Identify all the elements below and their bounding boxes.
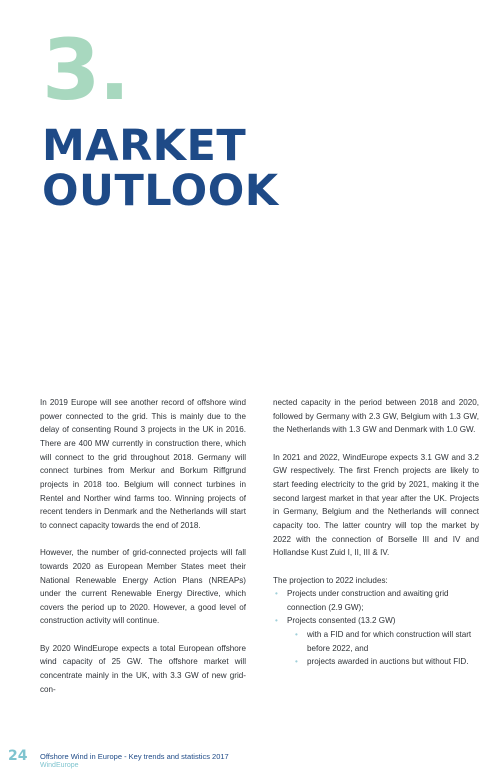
footer-organization: WindEurope	[40, 762, 79, 769]
paragraph: nected capacity in the period between 2018 and 2020, followed by Germany with 2.3 GW, Belgium with 1.3 GW, the Netherlands with 1.3 GW and Denmark with 1.0 GW.	[273, 398, 479, 435]
sub-list-item	[273, 655, 479, 669]
list-item-text: with a FID and for which construction will start before 2022, and	[307, 630, 472, 653]
page-title	[42, 121, 279, 216]
list-item-text: Projects under construction and awaiting grid connection (2.9 GW);	[287, 589, 449, 612]
bullet-icon: •	[295, 657, 298, 667]
paragraph: By 2020 WindEurope expects a total European offshore wind capacity of 25 GW. The offshore market will concentrate mainly in the UK, with 3.3 GW of new grid-con-	[40, 643, 246, 694]
paragraph: In 2019 Europe will see another record of offshore wind power connected to the grid. This is mainly due to the delay of consenting Round 3 projects in the UK in 2016. There are 400 MW currently in construction there, which will connect to the grid throughout 2018. Germany will connect turbines from Merkur and Borkum Riffgrund projects in 2018 too. Belgium will connect turbines in Rentel and Norther wind farms too. Winning projects of recent tenders in Denmark and the Netherlands will start to connect capacity towards the end of 2018.	[40, 398, 246, 530]
page-number: 24	[8, 748, 28, 764]
bullet-icon: •	[295, 630, 298, 640]
title-line-1: MARKET	[42, 121, 247, 171]
list-item-text: projects awarded in auctions but without FID.	[307, 657, 469, 667]
list-item	[273, 587, 479, 614]
sub-list-item	[273, 628, 479, 655]
paragraph: However, the number of grid-connected projects will fall towards 2020 as European Member States meet their National Renewable Energy Action Plans (NREAPs) under the current Renewable Energy Directive, which covers the period up to 2020. However, a good level of construction activity will continue.	[40, 548, 246, 626]
list-item	[273, 614, 479, 628]
footer-publication-title: Offshore Wind in Europe - Key trends and statistics 2017	[40, 752, 229, 761]
bullet-icon: •	[275, 616, 278, 626]
title-line-2: OUTLOOK	[42, 166, 279, 216]
chapter-number: 3.	[42, 21, 129, 119]
list-intro: The projection to 2022 includes:	[273, 575, 388, 585]
right-column	[273, 396, 479, 669]
bullet-icon: •	[275, 589, 278, 599]
paragraph: In 2021 and 2022, WindEurope expects 3.1 GW and 3.2 GW respectively. The first French projects are likely to start feeding electricity to the grid by 2021, making it the second largest market in that year after the UK. Projects in Germany, Belgium and the Netherlands will connect capacity too. The latter country will top the market by 2022 with the connection of Borselle III and IV and Hollandse Kust Zuid I, II, III & IV.	[273, 452, 479, 558]
left-column	[40, 396, 246, 710]
list-item-text: Projects consented (13.2 GW)	[287, 616, 396, 626]
projection-list	[273, 587, 479, 669]
